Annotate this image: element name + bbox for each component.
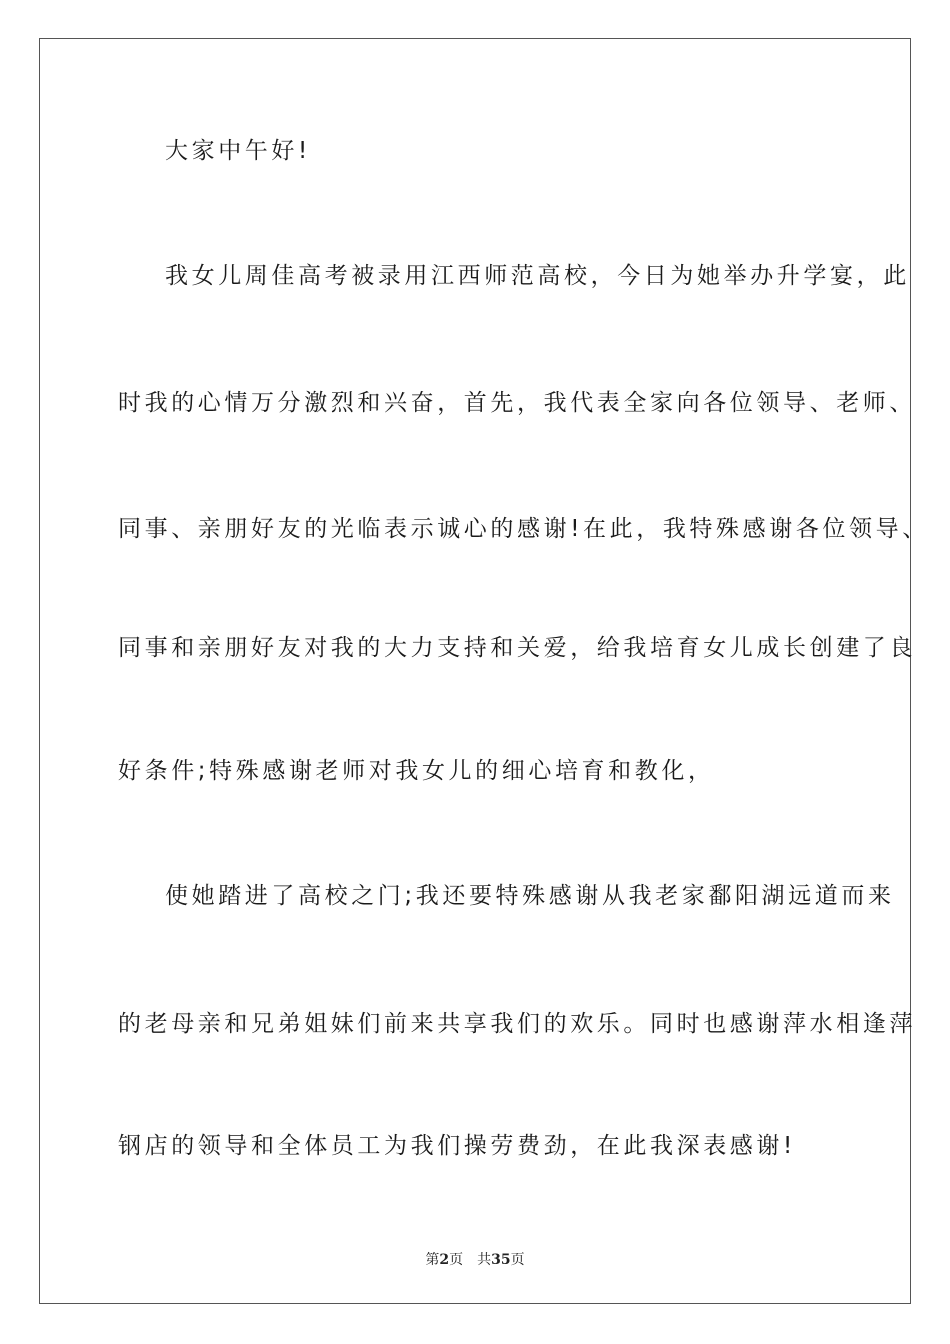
page-footer	[0, 1249, 950, 1269]
page-number: 2	[439, 1252, 450, 1268]
page-prefix: 第	[425, 1252, 440, 1268]
paragraph-line: 同事、亲朋好友的光临表示诚心的感谢!在此，我特殊感谢各位领导、	[118, 516, 929, 542]
page-border	[39, 38, 911, 1304]
paragraph-line: 的老母亲和兄弟姐妹们前来共享我们的欢乐。同时也感谢萍水相逢萍	[118, 1011, 916, 1037]
paragraph-line: 同事和亲朋好友对我的大力支持和关爱，给我培育女儿成长创建了良	[118, 635, 916, 661]
paragraph-line: 钢店的领导和全体员工为我们操劳费劲，在此我深表感谢!	[118, 1133, 796, 1159]
paragraph-line: 使她踏进了高校之门;我还要特殊感谢从我老家鄱阳湖远道而来	[165, 883, 895, 909]
total-pages: 35	[491, 1252, 511, 1268]
paragraph-line: 时我的心情万分激烈和兴奋，首先，我代表全家向各位领导、老师、	[118, 390, 916, 416]
total-prefix: 共	[477, 1252, 492, 1268]
total-suffix: 页	[510, 1252, 525, 1268]
paragraph-greeting: 大家中午好!	[165, 138, 311, 164]
page-suffix: 页	[449, 1252, 464, 1268]
paragraph-line: 好条件;特殊感谢老师对我女儿的细心培育和教化，	[118, 758, 715, 784]
paragraph-line: 我女儿周佳高考被录用江西师范高校，今日为她举办升学宴，此	[165, 263, 910, 289]
